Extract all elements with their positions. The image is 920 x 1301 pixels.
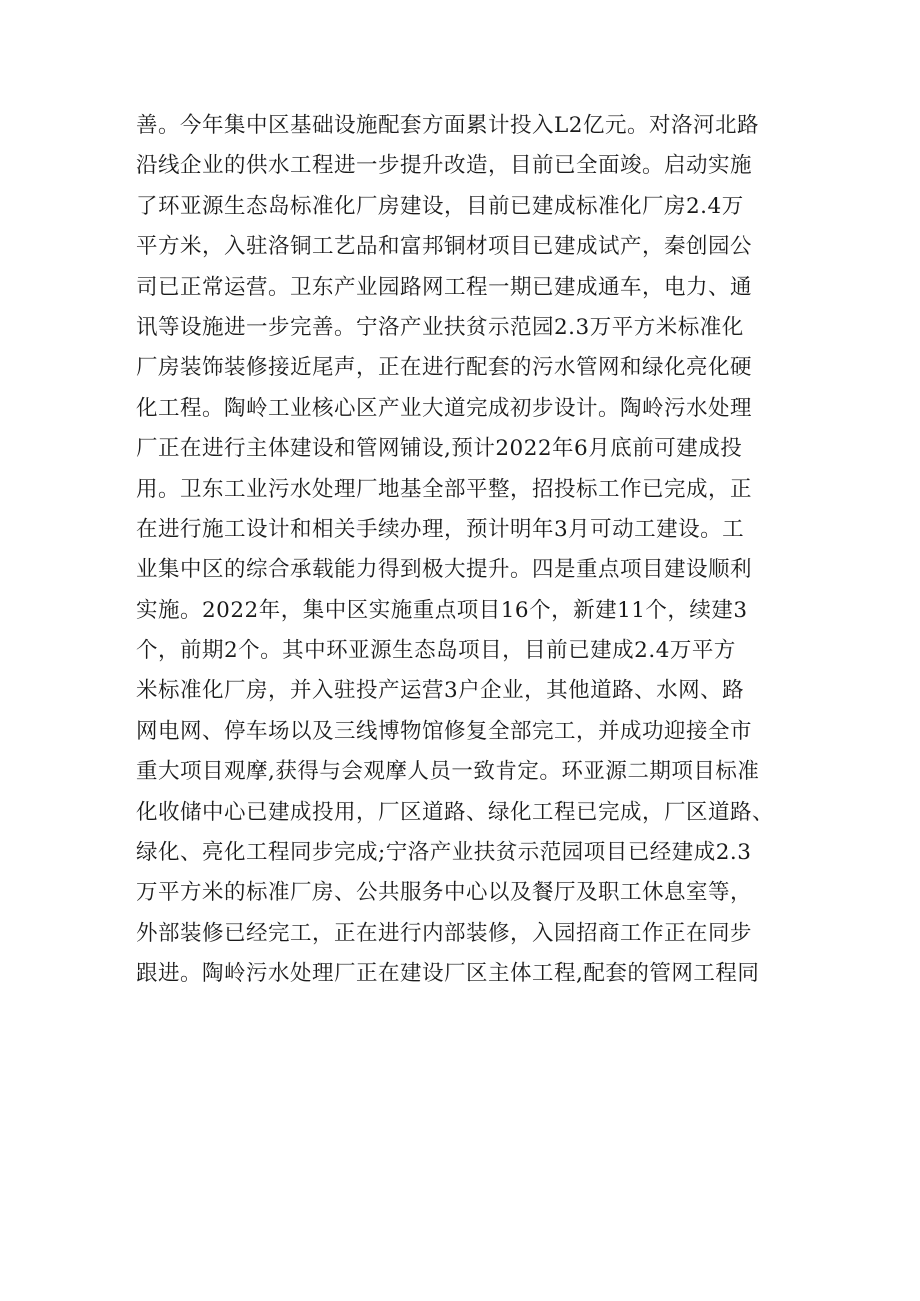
text-line-7: 厂房装饰装修接近尾声，正在进行配套的污水管网和绿化亮化硬: [136, 355, 753, 381]
text-line-5: 司已正常运营。卫东产业园路网工程一期已建成通车，电力、通: [136, 274, 753, 300]
text-line-21: 外部装修已经完工，正在进行内部装修，入园招商工作正在同步: [136, 920, 753, 946]
text-line-3: 了环亚源生态岛标准化厂房建设，目前已建成标准化厂房2.4万: [136, 193, 744, 219]
text-line-6: 讯等设施进一步完善。宁洛产业扶贫示范园2.3万平方米标准化: [136, 314, 744, 340]
text-line-12: 业集中区的综合承载能力得到极大提升。四是重点项目建设顺利: [136, 557, 753, 583]
text-line-9: 厂正在进行主体建设和管网铺设,预计2022年6月底前可建成投: [136, 436, 743, 462]
text-line-17: 重大项目观摩,获得与会观摩人员一致肯定。环亚源二期项目标准: [136, 759, 760, 785]
text-line-13: 实施。2022年，集中区实施重点项目16个，新建11个，续建3: [136, 597, 748, 623]
text-line-16: 网电网、停车场以及三线博物馆修复全部完工，并成功迎接全市: [136, 718, 753, 744]
text-line-2: 沿线企业的供水工程进一步提升改造，目前已全面竣。启动实施: [136, 153, 753, 179]
text-line-1: 善。今年集中区基础设施配套方面累计投入L2亿元。对洛河北路: [136, 113, 759, 138]
body-paragraph: [136, 106, 800, 995]
text-line-18: 化收储中心已建成投用，厂区道路、绿化工程已完成，厂区道路、: [136, 799, 775, 825]
text-line-19: 绿化、亮化工程同步完成;宁洛产业扶贫示范园项目已经建成2.3: [136, 840, 752, 866]
text-line-15: 米标准化厂房，并入驻投产运营3户企业，其他道路、水网、路: [136, 678, 745, 704]
text-line-8: 化工程。陶岭工业核心区产业大道完成初步设计。陶岭污水处理: [136, 395, 753, 421]
text-line-4: 平方米，入驻洛铜工艺品和富邦铜材项目已建成试产，秦创园公: [136, 234, 753, 260]
text-line-11: 在进行施工设计和相关手续办理，预计明年3月可动工建设。工: [136, 516, 745, 542]
text-line-22: 跟进。陶岭污水处理厂正在建设厂区主体工程,配套的管网工程同: [136, 961, 760, 987]
text-line-20: 万平方米的标准厂房、公共服务中心以及餐厅及职工休息室等，: [136, 880, 753, 906]
text-line-14: 个，前期2个。其中环亚源生态岛项目，目前已建成2.4万平方: [136, 638, 736, 664]
text-line-10: 用。卫东工业污水处理厂地基全部平整，招投标工作已完成，正: [136, 476, 753, 502]
